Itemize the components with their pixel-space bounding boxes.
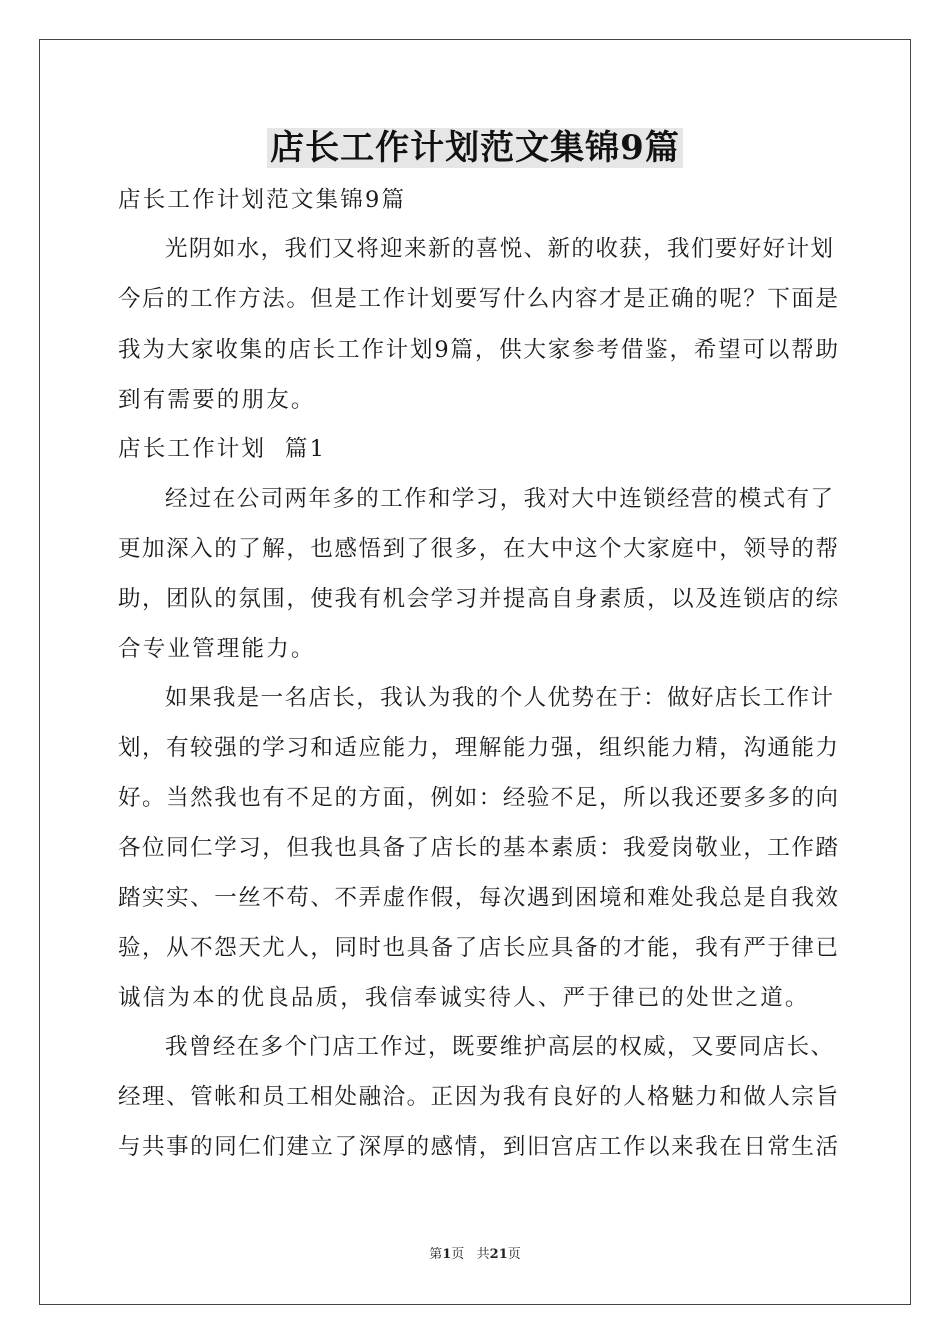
current-page-number: 1: [442, 1247, 452, 1262]
footer-prefix: 第: [429, 1247, 443, 1262]
page-border: [39, 39, 911, 1305]
page-footer: [0, 1246, 950, 1264]
intro-line: 到有需要的朋友。: [118, 387, 316, 413]
footer-suffix: 页: [507, 1247, 521, 1262]
paragraph-line: 与共事的同仁们建立了深厚的感情，到旧宫店工作以来我在日常生活: [118, 1134, 838, 1160]
paragraph-line: 如果我是一名店长，我认为我的个人优势在于：做好店长工作计: [165, 685, 833, 711]
paragraph-line: 验，从不怨天尤人，同时也具备了店长应具备的才能，我有严于律已: [118, 935, 838, 961]
document-subtitle: 店长工作计划范文集锦9篇: [118, 187, 407, 213]
title-container: [0, 128, 950, 168]
paragraph-line: 划，有较强的学习和适应能力，理解能力强，组织能力精，沟通能力: [118, 735, 838, 761]
paragraph-line: 经过在公司两年多的工作和学习，我对大中连锁经营的模式有了: [165, 486, 833, 512]
footer-mid: 页 共: [451, 1247, 490, 1262]
paragraph-line: 更加深入的了解，也感悟到了很多，在大中这个大家庭中，领导的帮: [118, 536, 838, 562]
paragraph-line: 各位同仁学习，但我也具备了店长的基本素质：我爱岗敬业，工作踏: [118, 835, 838, 861]
intro-line: 光阴如水，我们又将迎来新的喜悦、新的收获，我们要好好计划: [165, 236, 833, 262]
paragraph-line: 助，团队的氛围，使我有机会学习并提高自身素质，以及连锁店的综: [118, 586, 838, 612]
paragraph-line: 好。当然我也有不足的方面，例如：经验不足，所以我还要多多的向: [118, 785, 838, 811]
paragraph-line: 踏实实、一丝不苟、不弄虚作假，每次遇到困境和难处我总是自我效: [118, 885, 838, 911]
paragraph-line: 经理、管帐和员工相处融洽。正因为我有良好的人格魅力和做人宗旨: [118, 1084, 838, 1110]
paragraph-line: 诚信为本的优良品质，我信奉诚实待人、严于律已的处世之道。: [118, 985, 810, 1011]
intro-line: 我为大家收集的店长工作计划9篇，供大家参考借鉴，希望可以帮助: [118, 337, 838, 363]
total-pages-number: 21: [489, 1247, 508, 1262]
document-title: 店长工作计划范文集锦9篇: [267, 128, 683, 168]
paragraph-line: 合专业管理能力。: [118, 636, 316, 662]
paragraph-line: 我曾经在多个门店工作过，既要维护高层的权威，又要同店长、: [165, 1034, 833, 1060]
intro-line: 今后的工作方法。但是工作计划要写什么内容才是正确的呢？下面是: [118, 286, 838, 312]
section-heading: 店长工作计划 篇1: [118, 436, 327, 462]
